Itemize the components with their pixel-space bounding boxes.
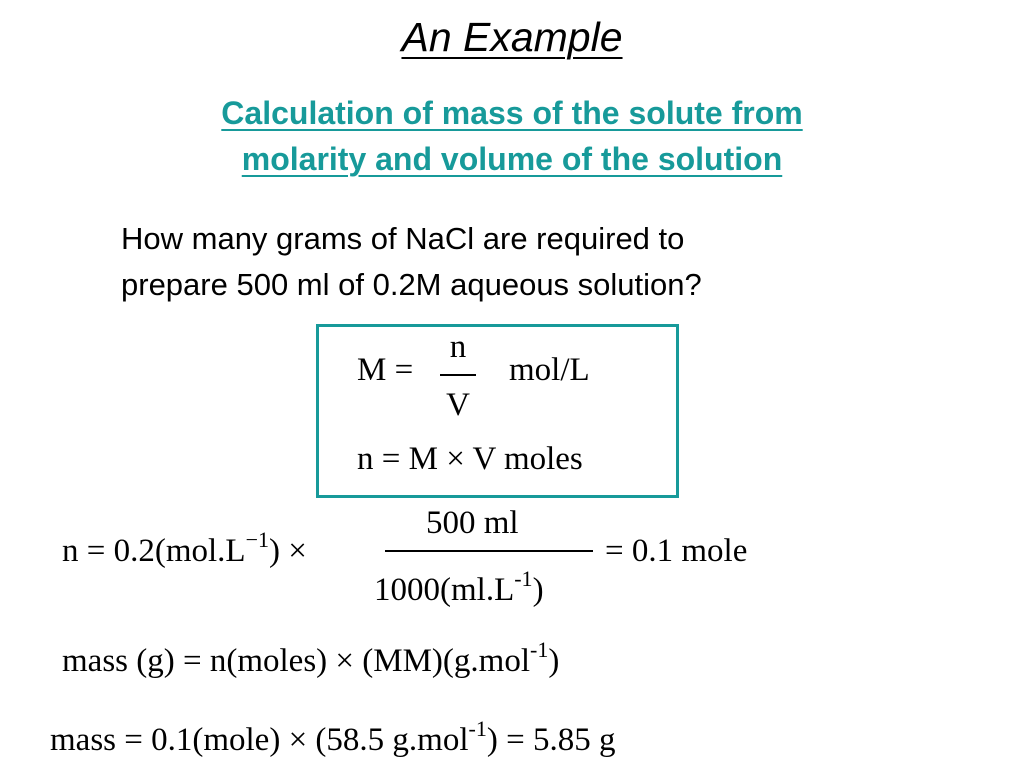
eq1-rhs: = 0.1 mole — [605, 533, 748, 569]
molarity-lhs: M = — [357, 352, 414, 388]
eq2-text: mass (g) = n(moles) × (MM)(g.mol — [62, 643, 530, 679]
molarity-fraction-bar — [440, 374, 476, 376]
moles-equation: n = M × V moles — [357, 441, 583, 477]
eq1-lhs-exponent: −1 — [245, 527, 270, 552]
question-text — [121, 216, 921, 308]
eq1-lhs — [62, 527, 307, 569]
eq2-close: ) — [548, 643, 560, 679]
eq3-exponent: -1 — [468, 716, 487, 741]
eq2-exponent: -1 — [530, 637, 549, 662]
eq1-denominator-exponent: -1 — [514, 566, 533, 591]
slide-subtitle — [0, 90, 1024, 182]
eq1-lhs-text: n = 0.2(mol.L — [62, 533, 246, 569]
eq1-denominator — [374, 566, 544, 608]
molarity-denominator: V — [446, 387, 470, 423]
eq3-close: ) = 5.85 g — [486, 722, 616, 758]
eq1-denominator-text: 1000(ml.L — [374, 572, 515, 608]
question-line-2: prepare 500 ml of 0.2M aqueous solution? — [121, 267, 702, 302]
eq1-numerator: 500 ml — [426, 505, 519, 541]
eq3-text: mass = 0.1(mole) × (58.5 g.mol — [50, 722, 469, 758]
eq1-lhs-close: ) × — [269, 533, 307, 569]
question-line-1: How many grams of NaCl are required to — [121, 221, 685, 256]
slide-title: An Example — [401, 14, 623, 60]
subtitle-line-2: molarity and volume of the solution — [241, 141, 783, 177]
eq1-denominator-close: ) — [532, 572, 544, 608]
molarity-numerator: n — [449, 329, 467, 365]
eq2 — [62, 637, 560, 679]
eq3 — [50, 716, 616, 758]
subtitle-line-1: Calculation of mass of the solute from — [221, 95, 803, 131]
eq1-fraction-bar — [385, 550, 593, 552]
molarity-unit: mol/L — [509, 352, 590, 388]
